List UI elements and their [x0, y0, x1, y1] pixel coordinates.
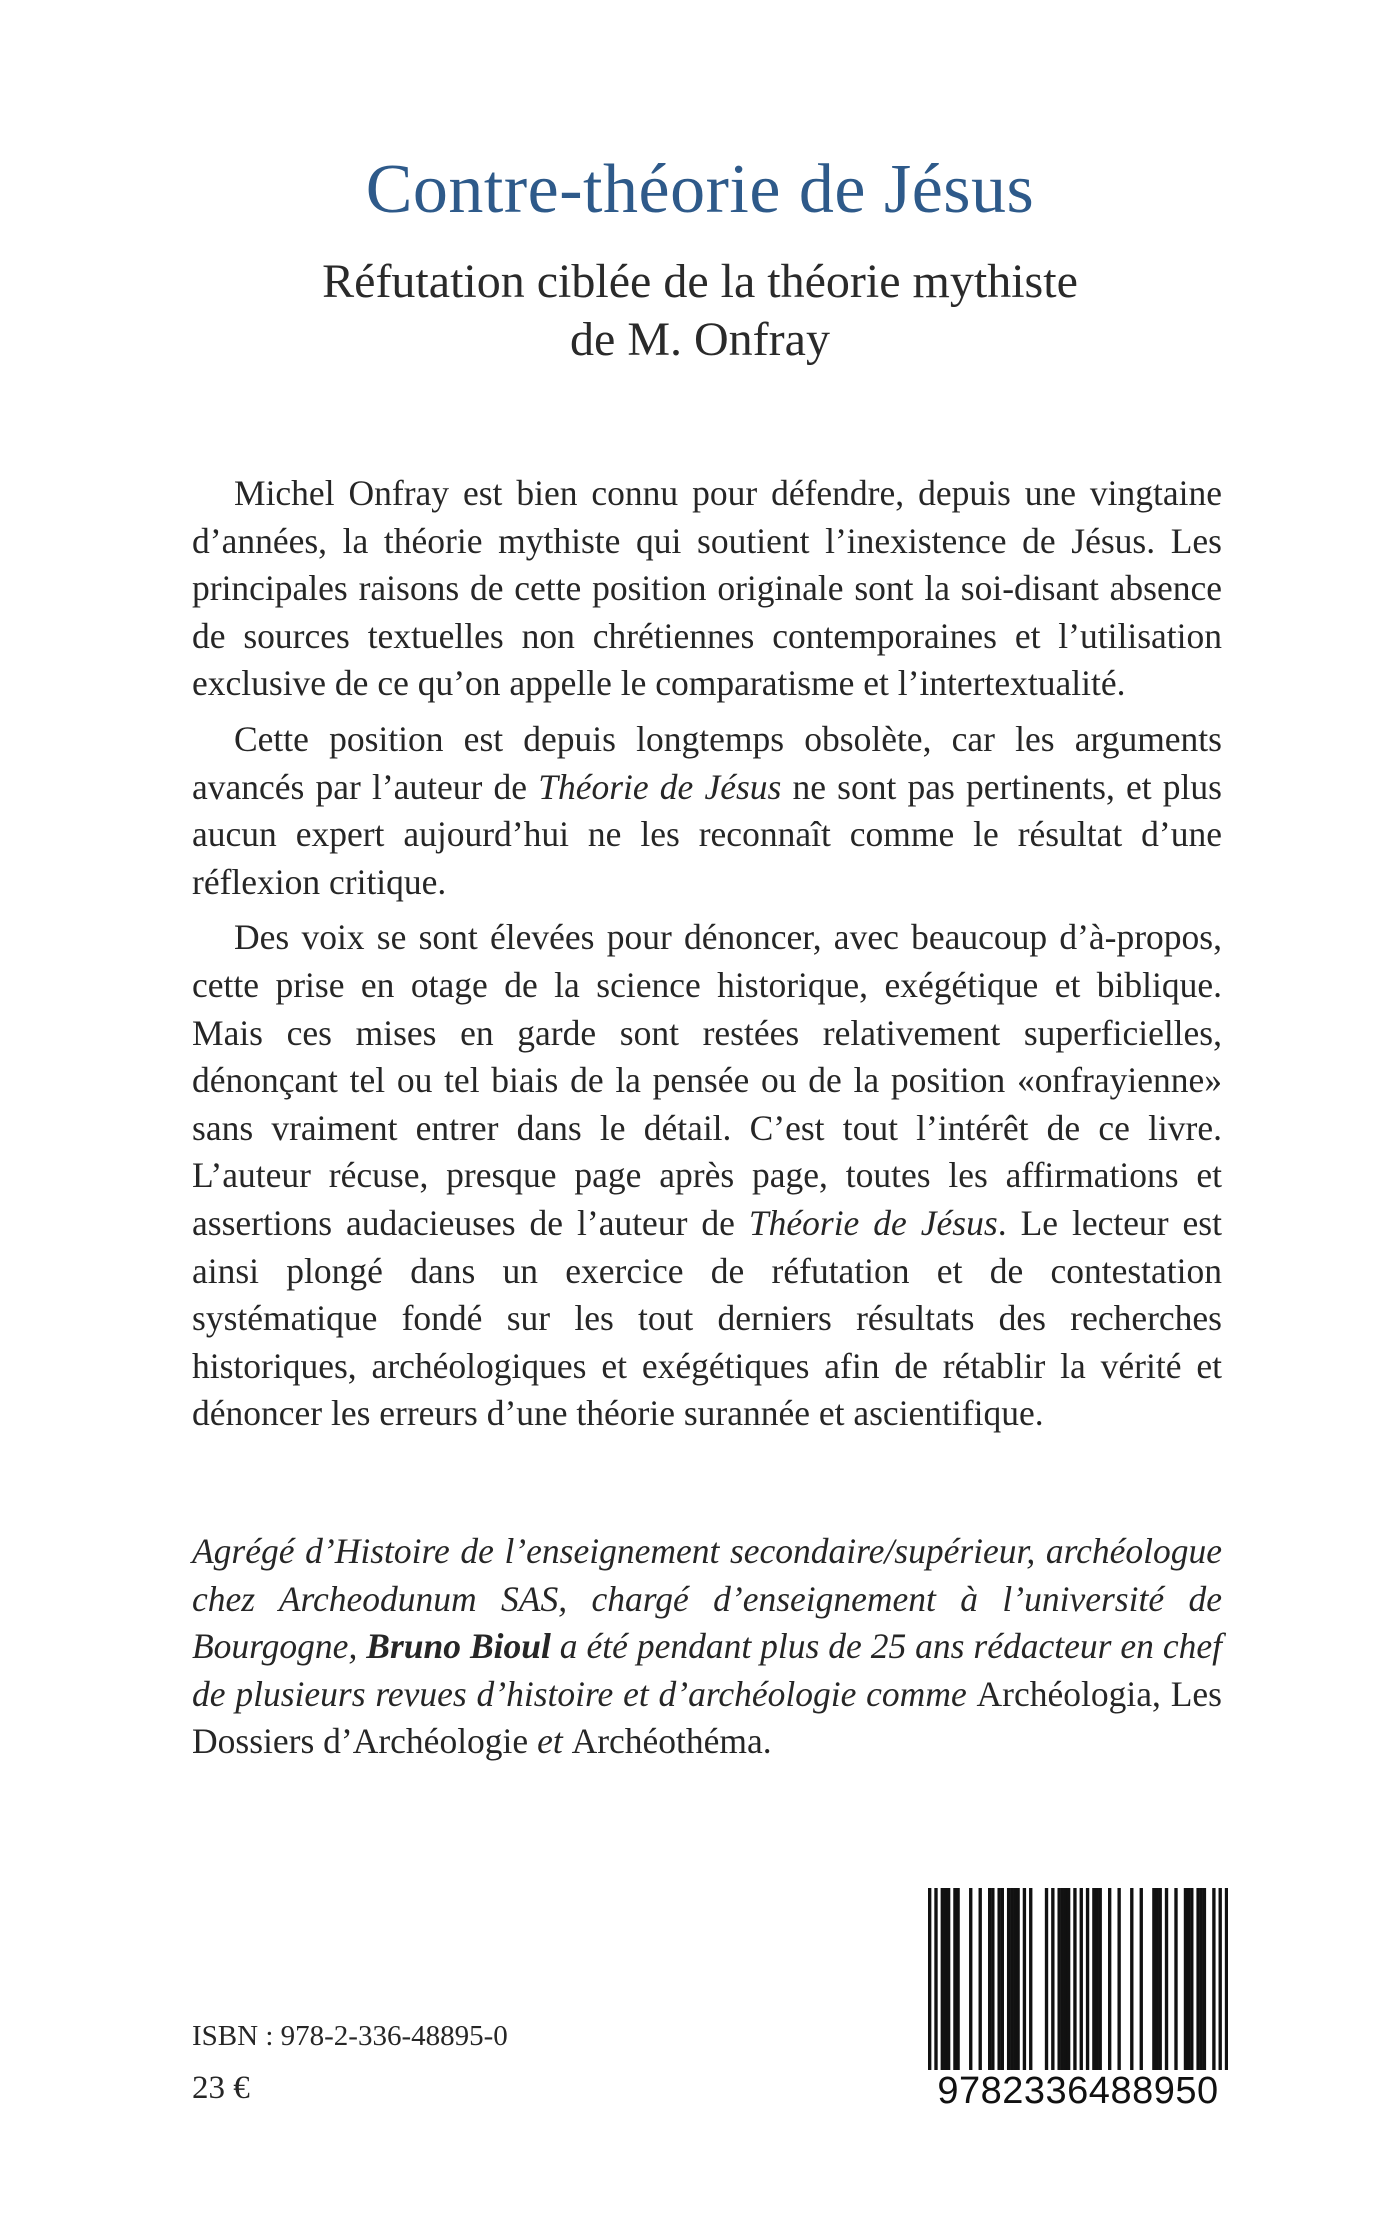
subtitle-line-2: de M. Onfray	[570, 313, 830, 366]
barcode-bar	[1190, 1888, 1193, 2070]
barcode-bar	[1073, 1888, 1076, 2088]
barcode-bar	[953, 1888, 956, 2070]
magazine-archeothema: Archéothéma	[571, 1721, 763, 1762]
barcode-bar	[1013, 1888, 1016, 2070]
barcode-bar	[1067, 1888, 1070, 2070]
price-label: 23 €	[192, 2070, 250, 2106]
barcode-bar	[1108, 1888, 1111, 2070]
barcode	[928, 1888, 1228, 2128]
barcode-bar	[1051, 1888, 1054, 2070]
author-bio-part-2: a été pendant plus de 25 ans rédacteur en chef de plusieurs revues d’histoire et d’archéologie comme	[192, 1626, 1222, 1714]
barcode-bar	[979, 1888, 982, 2070]
barcode-bar	[1225, 1888, 1228, 2088]
blurb-p2-end: ne sont pas pertinents, et plus aucun expert aujourd’hui ne les reconnaît comme le résultat d’une réflexion critique.	[192, 766, 1222, 902]
barcode-bar	[1061, 1888, 1064, 2070]
barcode-bar	[988, 1888, 991, 2070]
barcode-number: 9782336488950	[928, 2070, 1228, 2113]
author-bio-paragraph	[192, 1528, 1222, 1766]
barcode-bar	[1165, 1888, 1168, 2070]
blurb-paragraph-1: Michel Onfray est bien connu pour défendre, depuis une vingtaine d’années, la théorie mythiste qui soutient l’inexistence de Jésus. Les principales raisons de cette position originale sont la soi-disant absence de sources textuelles non chrétiennes contemporaines et l’utilisation exclusive de ce qu’on appelle le comparatisme et l’intertextualité.	[192, 473, 1222, 704]
book-subtitle	[0, 253, 1400, 369]
barcode-bar	[1212, 1888, 1215, 2070]
blurb-text	[192, 470, 1222, 1446]
barcode-bar	[997, 1888, 1000, 2070]
barcode-bar	[1064, 1888, 1067, 2070]
subtitle-line-1: Réfutation ciblée de la théorie mythiste	[322, 255, 1078, 308]
barcode-bar	[1045, 1888, 1048, 2070]
barcode-bar	[1155, 1888, 1158, 2070]
barcode-bar	[1092, 1888, 1095, 2070]
barcode-bar	[944, 1888, 947, 2070]
blurb-p2-start: Cette position est depuis longtemps obsolète, car les arguments avancés par l’auteur de	[192, 718, 1222, 807]
author-bio-part-1: Agrégé d’Histoire de l’enseignement secondaire/supérieur, archéologue chez Archeodunum SAS, chargé d’enseignement à l’université de Bourgogne,	[192, 1531, 1222, 1667]
barcode-bar	[1187, 1888, 1190, 2070]
barcode-bar	[991, 1888, 994, 2070]
barcode-bar	[1117, 1888, 1120, 2070]
author-name: Bruno Bioul	[366, 1626, 551, 1667]
bio-end: .	[762, 1721, 772, 1762]
book-reference: Théorie de Jésus	[748, 1202, 998, 1243]
barcode-bar	[1130, 1888, 1133, 2070]
barcode-bar	[1016, 1888, 1019, 2070]
barcode-bar	[1001, 1888, 1004, 2070]
magazine-dossiers: Les Dossiers d’Archéologie	[192, 1673, 1222, 1762]
bio-separator: ,	[1152, 1673, 1171, 1714]
isbn-label: ISBN : 978-2-336-48895-0	[192, 2020, 508, 2052]
barcode-bar	[956, 1888, 959, 2070]
barcode-bar	[1200, 1888, 1203, 2070]
blurb-p3-start: Des voix se sont élevées pour dénoncer, avec beaucoup d’à-propos, cette prise en otage de la science historique, exégétique et biblique. Mais ces mises en garde sont restées relativement superficielles, dénonçant tel ou tel biais de la pensée ou de la position «onfrayienne» sans vraiment entrer dans le détail. C’est tout l’intérêt de ce livre. L’auteur récuse, presque page après page, toutes les affirmations et assertions audacieuses de l’auteur de	[192, 917, 1222, 1243]
barcode-bar	[1099, 1888, 1102, 2070]
book-reference: Théorie de Jésus	[538, 766, 782, 807]
barcode-bar	[1023, 1888, 1026, 2070]
barcode-bar	[1029, 1888, 1032, 2070]
barcode-bar	[1095, 1888, 1098, 2070]
bio-conjunction: et	[528, 1721, 572, 1762]
barcode-bar	[1007, 1888, 1010, 2070]
barcode-bar	[1174, 1888, 1177, 2070]
barcode-bar	[1010, 1888, 1013, 2070]
barcode-bar	[1203, 1888, 1206, 2070]
book-title: Contre-théorie de Jésus	[365, 151, 1035, 228]
barcode-bar	[928, 1888, 931, 2088]
barcode-bar	[1086, 1888, 1089, 2070]
blurb-paragraph-2	[192, 716, 1222, 906]
barcode-bar	[934, 1888, 937, 2088]
barcode-bar	[1080, 1888, 1083, 2088]
barcode-bar	[1152, 1888, 1155, 2070]
barcode-bar	[941, 1888, 944, 2070]
barcode-bar	[1057, 1888, 1060, 2070]
blurb-paragraph-3	[192, 914, 1222, 1438]
blurb-p3-end: . Le lecteur est ainsi plongé dans un exercice de réfutation et de contestation systématique fondé sur les tout derniers résultats des recherches historiques, archéologiques et exégétiques afin de rétablir la vérité et dénoncer les erreurs d’une théorie surannée et ascientifique.	[192, 1202, 1222, 1434]
barcode-bar	[1196, 1888, 1199, 2070]
barcode-bar	[1159, 1888, 1162, 2070]
barcode-bar	[947, 1888, 950, 2070]
barcode-bar	[1219, 1888, 1222, 2088]
barcode-bar	[1140, 1888, 1143, 2070]
barcode-bar	[1184, 1888, 1187, 2070]
author-bio	[192, 1528, 1222, 1766]
barcode-bar	[969, 1888, 972, 2070]
magazine-archeologia: Archéologia	[976, 1673, 1153, 1714]
